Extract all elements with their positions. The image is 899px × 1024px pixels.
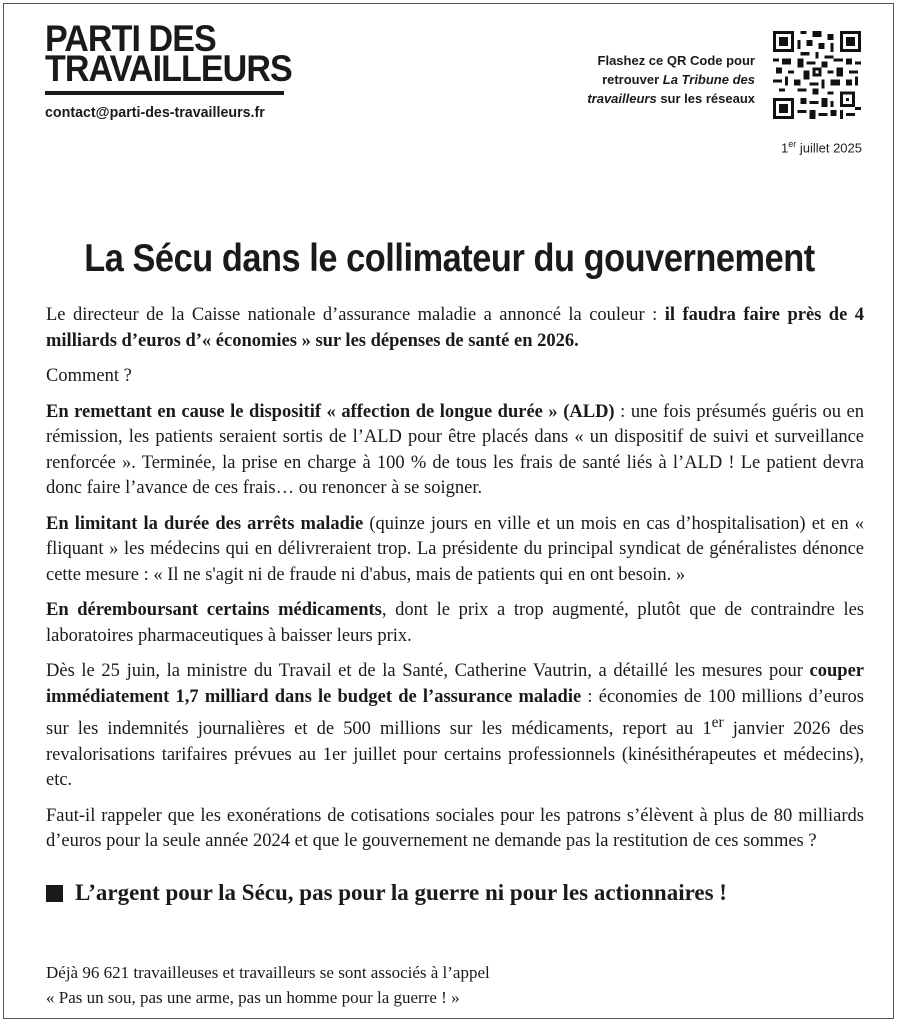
date-superscript: er <box>788 139 797 149</box>
paragraph-intro <box>46 303 864 354</box>
bold-text: il faudra faire près de 4 milliards d’euros d’« économies » sur les dépenses de santé en 2026. <box>46 305 865 351</box>
bold-text: couper immédiatement 1,7 milliard dans le budget de l’assurance maladie <box>46 661 864 707</box>
paragraph-ald <box>46 400 864 502</box>
text: Dès le 25 juin, la ministre du Travail et de la Santé, Catherine Vautrin, a détaillé les mesures pour <box>46 661 810 681</box>
footer-line-1: Déjà 96 621 travailleuses et travailleurs se sont associés à l’appel <box>46 963 490 982</box>
qr-caption-text: retrouver <box>602 72 663 87</box>
qr-code-icon <box>773 31 861 119</box>
text: (quinze jours en ville et un mois en cas d’hospitalisation) et en « fliquant » les médecins qui en délivreraient trop. La présidente du principal syndicat de généralistes dénonce cette mesure : « Il ne s'agit ni de fraude ni d'abus, mais de patients qui en ont besoin. » <box>46 513 864 585</box>
contact-email: contact@parti-des-travailleurs.fr <box>45 104 265 121</box>
slogan <box>46 880 727 906</box>
qr-caption-line-3 <box>560 89 755 108</box>
qr-caption-line-1: Flashez ce QR Code pour <box>597 53 755 68</box>
paragraph-medicaments <box>46 598 864 649</box>
qr-caption <box>560 51 755 108</box>
slogan-text: L’argent pour la Sécu, pas pour la guerre ni pour les actionnaires ! <box>75 880 727 905</box>
qr-caption-text: sur les réseaux <box>656 91 755 106</box>
paragraph-question: Comment ? <box>46 366 132 386</box>
date-rest: juillet 2025 <box>796 140 862 156</box>
footer-line-2: « Pas un sou, pas une arme, pas un homme pour la guerre ! » <box>46 988 460 1007</box>
footer-appeal <box>46 960 490 1010</box>
logo-underline <box>45 91 284 95</box>
logo-line-1: PARTI DES <box>45 18 216 59</box>
party-logo <box>45 18 313 89</box>
superscript: er <box>711 714 724 731</box>
bold-text: En limitant la durée des arrêts maladie <box>46 513 364 534</box>
bold-text: En déremboursant certains médicaments <box>46 600 382 620</box>
article-body <box>46 303 864 865</box>
square-bullet-icon <box>46 885 63 902</box>
text: janvier 2026 des revalorisations tarifaires prévues au 1er juillet pour certains professionnels (kinésithérapeutes et médecins), etc. <box>46 719 864 791</box>
text: Le directeur de la Caisse nationale d’assurance maladie a annoncé la couleur : <box>46 305 665 325</box>
paragraph-exonerations: Faut-il rappeler que les exonérations de cotisations sociales pour les patrons s’élèvent à plus de 80 milliards d’euros pour la seule année 2024 et que le gouvernement ne demande pas la restitution de ces sommes ? <box>46 805 864 852</box>
paragraph-ministre <box>46 659 864 794</box>
date-day: 1 <box>780 140 789 156</box>
page-title: La Sécu dans le collimateur du gouvernement <box>84 237 815 280</box>
text: : une fois présumés guéris ou en rémission, les patients seraient sortis de l’ALD pour être placés dans « un dispositif de suivi et surveillance renforcée ». Terminée, la prise en charge à 100 % de tous les frais de santé liés à l’ALD ! Le patient devra donc faire l’avance de ces frais… ou renoncer à se soigner. <box>46 401 864 498</box>
logo-line-2: TRAVAILLEURS <box>45 48 292 89</box>
qr-caption-line-2 <box>560 70 755 89</box>
text: : économies de 100 millions d’euros sur les indemnités journalières et de 500 millions sur les médicaments, report au 1 <box>46 686 864 740</box>
qr-caption-italic: travailleurs <box>587 91 657 106</box>
bold-text: En remettant en cause le dispositif « affection de longue durée » (ALD) <box>46 401 615 422</box>
paragraph-arrets <box>46 512 864 589</box>
qr-caption-italic: La Tribune des <box>662 72 755 87</box>
publication-date <box>781 139 862 155</box>
text: , dont le prix a trop augmenté, plutôt que de contraindre les laboratoires pharmaceutiques à baisser leurs prix. <box>46 600 864 646</box>
